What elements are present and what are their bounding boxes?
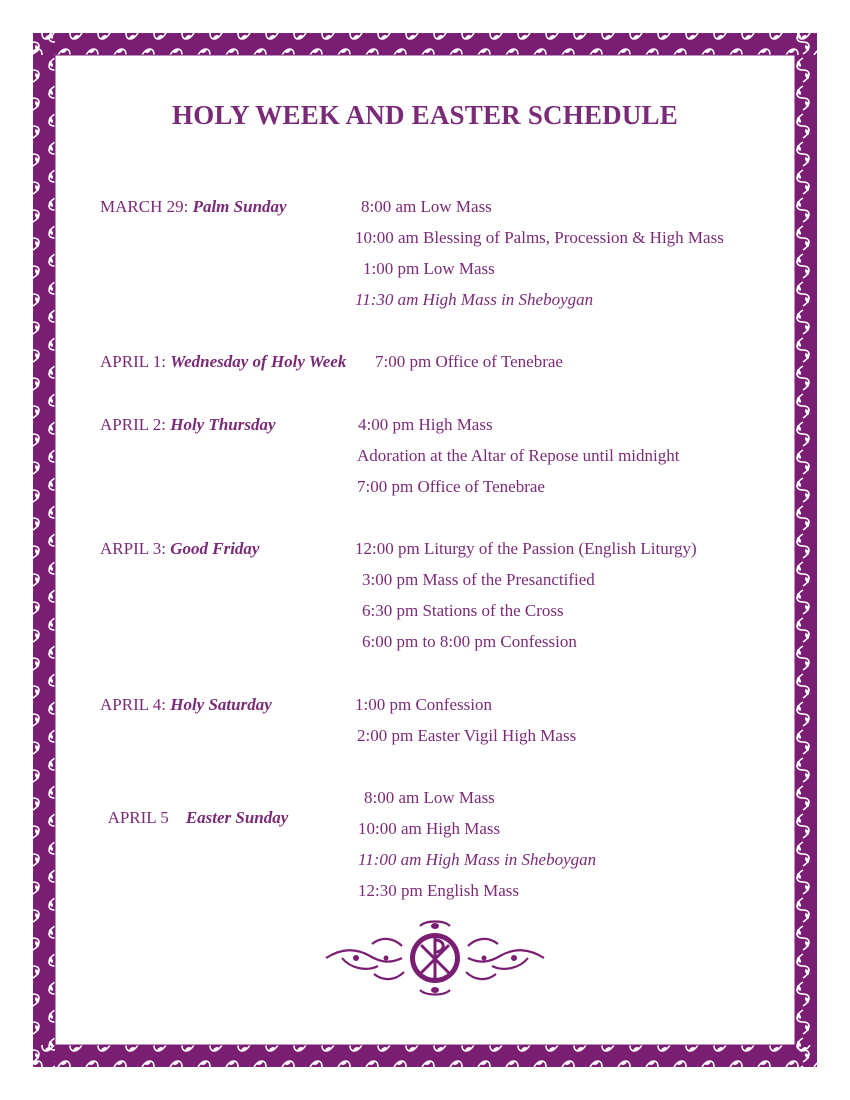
schedule-date [100, 695, 272, 715]
schedule-item: 6:30 pm Stations of the Cross [362, 601, 564, 620]
day-name: Holy Saturday [170, 695, 272, 714]
page-title: HOLY WEEK AND EASTER SCHEDULE [172, 100, 678, 130]
date-label: APRIL 5 [107, 808, 186, 827]
schedule-item: 7:00 pm Office of Tenebrae [357, 477, 545, 496]
schedule-item: 8:00 am Low Mass [361, 197, 492, 216]
schedule-item: 10:00 am High Mass [358, 819, 501, 838]
schedule-item: Adoration at the Altar of Repose until midnight [357, 446, 680, 465]
schedule-item: 8:00 am Low Mass [364, 788, 495, 807]
date-label: MARCH 29: [100, 197, 193, 216]
schedule-date [100, 352, 346, 372]
date-label: APRIL 2: [100, 415, 171, 434]
date-label: APRIL 4: [100, 695, 171, 714]
schedule-item: 12:30 pm English Mass [358, 881, 520, 900]
schedule-item: 12:00 pm Liturgy of the Passion (English Liturgy) [355, 539, 697, 558]
schedule-item: 1:00 pm Low Mass [363, 259, 495, 278]
schedule-item: 4:00 pm High Mass [358, 415, 493, 434]
chi-rho-ornament-icon [322, 918, 548, 998]
schedule-item: 6:00 pm to 8:00 pm Confession [362, 632, 577, 651]
day-name: Easter Sunday [185, 808, 289, 827]
schedule-item: 7:00 pm Office of Tenebrae [375, 352, 563, 371]
schedule-date [100, 788, 288, 828]
schedule-item: 1:00 pm Confession [355, 695, 492, 714]
date-label: APRIL 1: [100, 352, 171, 371]
day-name: Holy Thursday [170, 415, 276, 434]
day-name: Wednesday of Holy Week [170, 352, 347, 371]
day-name: Good Friday [170, 539, 260, 558]
date-label: ARPIL 3: [100, 539, 171, 558]
schedule-date [100, 197, 287, 217]
schedule-item: 3:00 pm Mass of the Presanctified [362, 570, 595, 589]
schedule-date [100, 415, 276, 435]
day-name: Palm Sunday [192, 197, 287, 216]
schedule-item: 11:00 am High Mass in Sheboygan [358, 850, 597, 869]
schedule-item: 2:00 pm Easter Vigil High Mass [357, 726, 577, 745]
schedule-item: 10:00 am Blessing of Palms, Procession & High Mass [355, 228, 724, 247]
schedule-date [100, 539, 259, 559]
schedule-item: 11:30 am High Mass in Sheboygan [355, 290, 594, 309]
